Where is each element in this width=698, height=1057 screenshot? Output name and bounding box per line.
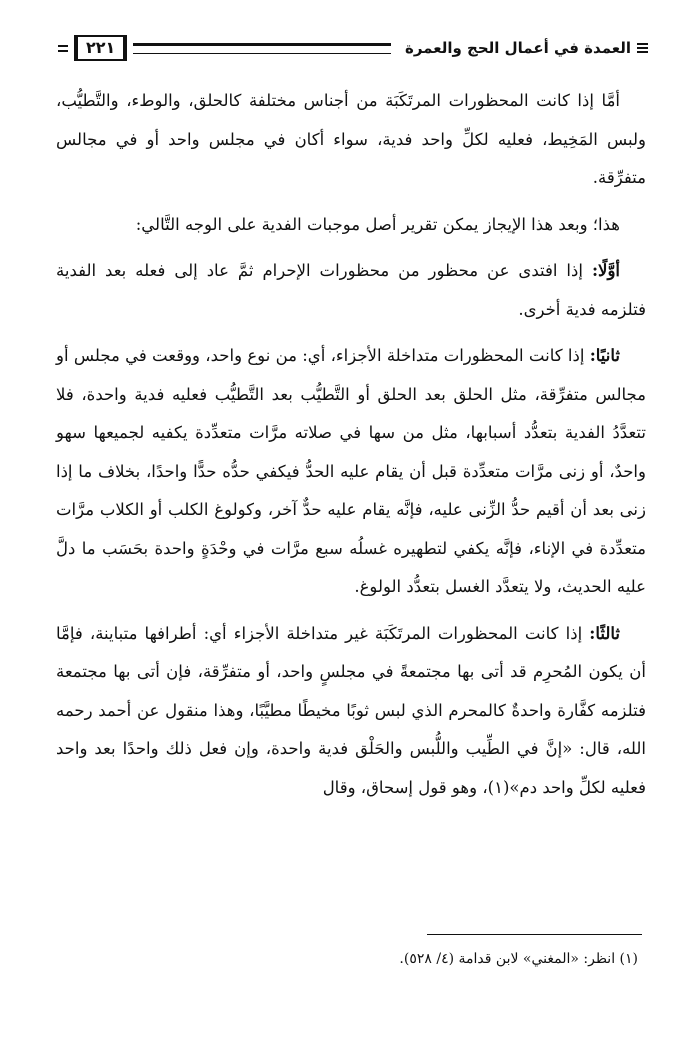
paragraph [56, 82, 646, 198]
paragraph-text: أمَّا إذا كانت المحظورات المرتَكَبَة من أجناس مختلفة كالحلق، والوطء، والتَّطيُّب، ولبس المَخِيط، فعليه لكلِّ واحد فدية، سواء أكان في مجلس واحد أو في مجالس متفرِّقة. [56, 91, 646, 187]
page-header [58, 28, 648, 68]
header-end-bars-icon [58, 45, 68, 52]
header-rule [133, 43, 391, 54]
paragraph-text: إذا افتدى عن محظور من محظورات الإحرام ثمَّ عاد إلى فعله بعد الفدية فتلزمه فدية أخرى. [56, 261, 646, 319]
paragraph [56, 206, 646, 245]
paragraph-lead: ثالثًا: [589, 623, 620, 643]
paragraph [56, 252, 646, 329]
body-text [56, 82, 646, 807]
running-title-text: العمدة في أعمال الحج والعمرة [405, 39, 631, 57]
footnote-separator [427, 934, 642, 935]
page-number: ٢٢١ [74, 35, 127, 61]
paragraph-text: إذا كانت المحظورات متداخلة الأجزاء، أي: من نوع واحد، ووقعت في مجلس أو مجالس متفرِّقة، مثل الحلق بعد الحلق أو التَّطيُّب بعد التَّطيُّب فعليه فدية واحدة، فلا تتعدَّدُ الفدية بتعدُّد أسبابها، مثل من سها في صلاته مرَّات متعدِّدة يكفيه لجميعها سهو واحدٌ، أو زنى مرَّات متعدِّدة قبل أن يقام عليه الحدُّ فيكفي حدُّه حدًّا واحدًا، بخلاف ما إذا زنى بعد أن أقيم حدُّ الزِّنى عليه، فإنَّه يقام عليه حدٌّ آخر، وكولوغ الكلب أو الكلاب مرَّات متعدِّدة في الإناء، فإنَّه يكفي لتطهيره غسلُه سبع مرَّات في وحْدَةٍ واحدة بحَسَب ما دلَّ عليه الحديث، ولا يتعدَّد الغسل بتعدُّد الولوغ. [56, 346, 646, 596]
paragraph [56, 337, 646, 607]
running-title [397, 39, 648, 57]
paragraph-lead: أوَّلًا: [591, 261, 620, 280]
triple-bar-icon [637, 43, 648, 53]
paragraph [56, 615, 646, 808]
paragraph-lead: ثانيًا: [589, 346, 620, 365]
paragraph-text: هذا؛ وبعد هذا الإيجاز يمكن تقرير أصل موجبات الفدية على الوجه التَّالي: [135, 214, 620, 234]
footnote: (١) انظر: «المغني» لابن قدامة (٤/ ٥٢٨). [399, 951, 638, 967]
paragraph-text: إذا كانت المحظورات المرتَكَبَة غير متداخلة الأجزاء أي: أطرافها متباينة، فإمَّا أن يكون المُحرِم قد أتى بها مجتمعةً في مجلسٍ واحد، أو متفرِّقة، فإن أتى بها مجتمعة فتلزمه كفَّارة واحدةٌ كالمحرم الذي لبس ثوبًا مخيطًا مطيَّبًا، وهذا منقول عن أحمد رحمه الله، قال: «إنَّ في الطِّيب واللُّبس والحَلْق فدية واحدة، وإن فعل ذلك واحدًا بعد واحد فعليه لكلِّ واحد دم»(١)، وهو قول إسحاق، وقال [56, 623, 646, 797]
